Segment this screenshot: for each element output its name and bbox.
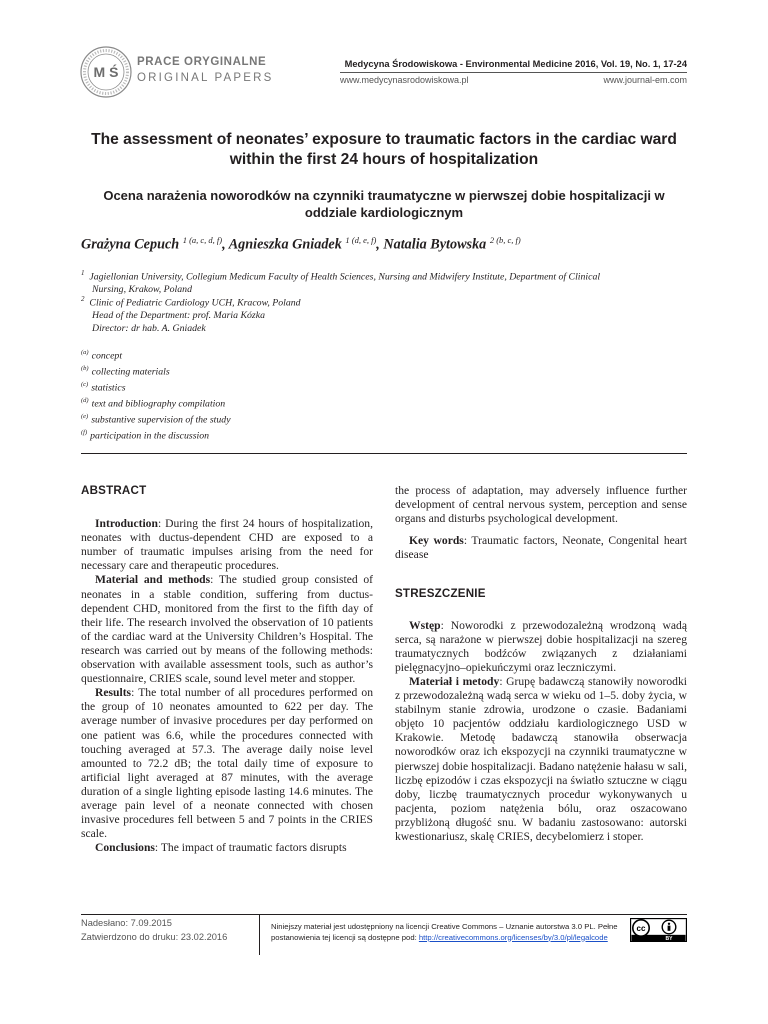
intro-label: Introduction [95,517,158,531]
role-key: (a) [81,349,89,356]
approved-date: Zatwierdzono do druku: 23.02.2016 [81,932,228,942]
affiliation-number: 1 [81,269,85,277]
streszczenie-metody [395,675,687,844]
streszczenie-wstep [395,619,687,675]
results-text: : The total number of all procedures performed on the group of 10 neonates amounted to 622 per day. The average number of invasive procedures per day performed on one patient was 6.6, while the procedures connected with touching averaged at 57.3. The average daily noise level amounted to 72.2 dB; the total daily time of exposure to artificial light averaged at 87 minutes, with the average duration of a single lighting episode lasting 14.6 minutes. The average pain level of a neonate connected with chosen invasive procedures fell between 5 and 7 points in the CRIES scale. [81,686,373,841]
journal-seal-icon [80,46,132,98]
keywords-label: Key words [409,534,464,548]
license-link[interactable]: http://creativecommons.org/licenses/by/3.0/pl/legalcode [418,932,608,942]
cc-by-badge[interactable] [630,918,687,942]
intro-text: : During the first 24 hours of hospitalization, neonates with ductus-dependent CHD are exposed to a number of traumatic impulses arising from the need for necessary care and therapeutic procedures. [81,517,373,573]
brand-en: ORIGINAL PAPERS [137,72,274,84]
role-item [81,379,231,395]
role-key: (f) [81,429,88,437]
conclusions-text: : The impact of traumatic factors disrupts [154,841,347,855]
wstep-label: Wstęp [409,618,441,632]
brand-pl: PRACE ORYGINALNE [137,56,267,68]
abstract-conclusions-continued: the process of adaptation, may adversely influence further development of central nervous system, perception and sense organs and disturbs psychological development. [395,484,687,526]
keywords-text: : Traumatic factors, Neonate, Congenital heart disease [395,534,687,562]
abstract-column-right [395,484,687,844]
streszczenie-heading: STRESZCZENIE [395,587,486,601]
affiliation-line: Clinic of Pediatric Cardiology UCH, Kracow, Poland [89,297,301,309]
author-affiliation: 2 (b, c, f) [489,235,521,245]
role-text: concept [91,350,123,362]
affiliation-line: Jagiellonian University, Collegium Medicum Faculty of Health Sciences, Nursing and Midwifery Institute, Department of Clinical [89,271,601,283]
cc-label: cc [636,924,646,933]
author-name: Agnieszka Gniadek [228,236,342,253]
role-item [81,411,231,427]
affiliation-line: Director: dr hab. A. Gniadek [92,323,206,335]
role-item [81,395,231,411]
abstract-keywords [395,534,687,562]
footer-divider [259,915,260,955]
abstract-heading: ABSTRACT [81,484,147,497]
conclusions-label: Conclusions [95,841,155,855]
affiliation-2 [81,293,687,335]
license-text: Niniejszy materiał jest udostępniony na licencji Creative Commons – Uznanie autorstwa 3.0 PL. Pełne postanowienia tej licencji są dostępne pod: [271,922,618,942]
role-item [81,427,231,443]
methods-text: : The studied group consisted of neonates in a stable condition, suffering from ductus-dependent CHD, monitored from the first to the fifth day of their life. The research involved the observation of 10 patients of the cardiac ward at the University Children’s Hospital. The research was carried out by means of the following methods: observation with available assessment tools, such as author’s questionnaire, CRIES scale, sound level meter and stopper. [81,573,374,686]
article-title-pl: Ocena narażenia noworodków na czynniki traumatyczne w pierwszej dobie hospitalizacji w oddziale kardiologicznym [103,188,665,220]
contribution-roles [81,347,231,443]
role-text: substantive supervision of the study [91,414,231,426]
by-label: BY [665,936,673,942]
metody-label: Materiał i metody [409,674,500,688]
abstract-results [81,686,373,841]
role-item [81,363,231,379]
role-item [81,347,231,363]
affiliation-line: Nursing, Krakow, Poland [92,284,192,296]
article-title-en: The assessment of neonates’ exposure to traumatic factors in the cardiac ward within the first 24 hours of hospitalization [91,131,677,168]
author-affiliation: 1 (d, e, f) [345,235,377,245]
role-text: text and bibliography compilation [91,398,226,410]
website-en-link[interactable]: www.journal-em.com [603,75,687,85]
author-name: Natalia Bytowska [383,236,487,253]
affiliation-number: 2 [81,295,85,303]
methods-label: Material and methods [95,573,211,587]
abstract-methods [81,573,373,686]
wstep-text: : Noworodki z przewodozależną wrodzoną wadą serca, są narażone w pierwszej dobie hospitalizacji na szereg traumatycznych bodźców związanych z działaniami pielęgnacyjno–opiekuńczymi oraz leczniczymi. [395,618,687,674]
results-label: Results [95,686,132,700]
role-text: participation in the discussion [90,430,210,442]
abstract-introduction [81,517,373,573]
license-notice [271,922,626,943]
metody-text: : Grupę badawczą stanowiły noworodki z przewodozależną wadą serca w wieku od 1–5. doby życia, w stabilnym stanie zdrowia, urodzone o czasie. Badaniami objęto 10 pacjentów oddziału kardiologicznego USD w Krakowie. Metodę badawczą stanowiła obserwacja noworodków oraz ich ekspozycji na czynniki traumatyczne w pierwszej dobie hospitalizacji. Badano natężenie hałasu w sali, liczbę epizodów i czas ekspozycji na światło sztuczne w ciągu doby, liczbę traumatycznych procedur wykonywanych u pacjenta, poziom natężenia bólu, oraz oszacowano przybliżoną długość snu. W badaniu zastosowano: autorski kwestionariusz, skalę CRIES, decybelomierz i stoper. [395,674,688,843]
journal-citation: Medycyna Środowiskowa - Environmental Medicine 2016, Vol. 19, No. 1, 17-24 [344,59,687,69]
role-text: statistics [91,382,126,394]
role-key: (c) [81,381,89,389]
role-text: collecting materials [91,366,170,378]
role-key: (d) [81,397,89,405]
section-divider [81,453,687,454]
role-key: (b) [81,365,89,373]
logo-letters: M Ś [93,64,119,80]
author-name: Grażyna Cepuch [81,236,180,253]
abstract-column-left [81,484,373,855]
creative-commons-icon [630,918,687,942]
affiliation-1 [81,267,687,296]
abstract-conclusions [81,841,373,855]
received-date: Nadesłano: 7.09.2015 [81,918,172,928]
affiliation-line: Head of the Department: prof. Maria Kózka [92,310,265,322]
footer-rule [81,914,687,915]
website-pl-link[interactable]: www.medycynasrodowiskowa.pl [340,75,469,85]
author-affiliation: 1 (a, c, d, f) [182,235,223,245]
role-key: (e) [81,413,89,421]
journal-logo [80,46,132,98]
header-rule [340,72,687,73]
author-list: Grażyna Cepuch $^{1 (a, c, d, f)}$, Agnieszka Gniadek $^{1 (d, e, f)}$, Natalia Bytowska $^{2 (b, c, f)}$ [81,235,521,253]
